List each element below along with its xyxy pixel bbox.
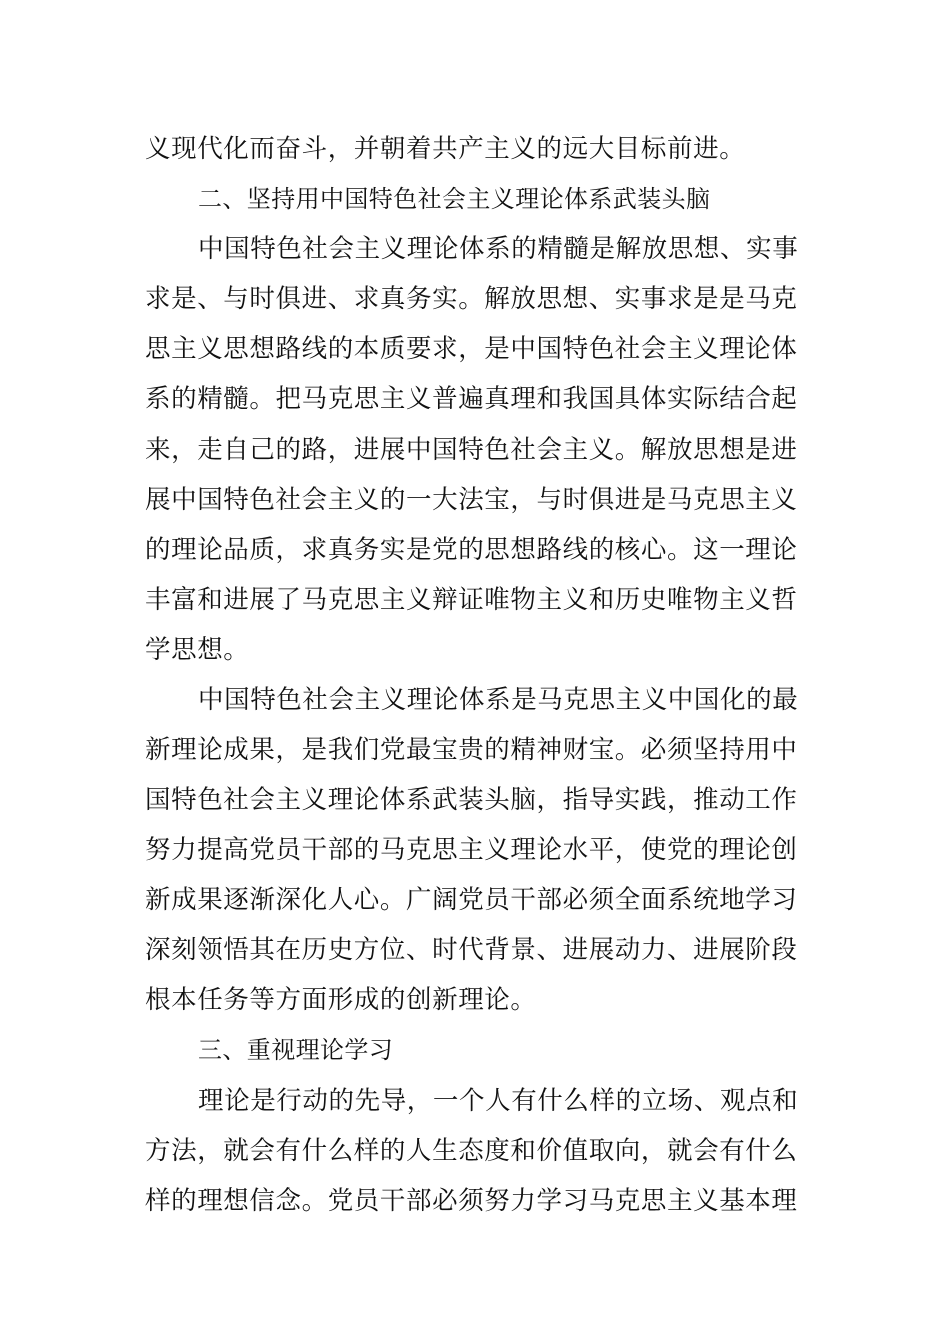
body-text-line: 求是、与时俱进、求真务实。解放思想、实事求是是马克 [145,284,798,314]
paragraph-first-line: 中国特色社会主义理论体系的精髓是解放思想、实事 [198,234,799,264]
paragraph-first-line: 中国特色社会主义理论体系是马克思主义中国化的最 [198,685,799,715]
body-text-line: 丰富和进展了马克思主义辩证唯物主义和历史唯物主义哲 [145,585,798,615]
body-text-line: 方法，就会有什么样的人生态度和价值取向，就会有什么 [145,1136,798,1166]
body-text-line: 系的精髓。把马克思主义普遍真理和我国具体实际结合起 [145,384,798,414]
body-text-line: 新成果逐渐深化人心。广阔党员干部必须全面系统地学习 [145,885,798,915]
body-text-line: 思主义思想路线的本质要求，是中国特色社会主义理论体 [145,334,798,364]
body-text-line: 国特色社会主义理论体系武装头脑，指导实践，推动工作 [145,785,798,815]
body-text-line: 学思想。 [145,635,250,665]
body-text-line: 来，走自己的路，进展中国特色社会主义。解放思想是进 [145,435,798,465]
section-heading: 三、重视理论学习 [198,1036,394,1064]
body-text-line: 的理论品质，求真务实是党的思想路线的核心。这一理论 [145,535,798,565]
paragraph-first-line: 理论是行动的先导，一个人有什么样的立场、观点和 [198,1086,799,1116]
body-text-line: 样的理想信念。党员干部必须努力学习马克思主义基本理 [145,1186,798,1216]
body-text-line: 努力提高党员干部的马克思主义理论水平，使党的理论创 [145,835,798,865]
body-text-line: 展中国特色社会主义的一大法宝，与时俱进是马克思主义 [145,485,798,515]
section-heading: 二、坚持用中国特色社会主义理论体系武装头脑 [198,185,711,213]
body-text-line: 根本任务等方面形成的创新理论。 [145,985,537,1015]
body-text-line: 义现代化而奋斗，并朝着共产主义的远大目标前进。 [145,134,746,164]
body-text-line: 深刻领悟其在历史方位、时代背景、进展动力、进展阶段 [145,935,798,965]
body-text-line: 新理论成果，是我们党最宝贵的精神财宝。必须坚持用中 [145,735,798,765]
